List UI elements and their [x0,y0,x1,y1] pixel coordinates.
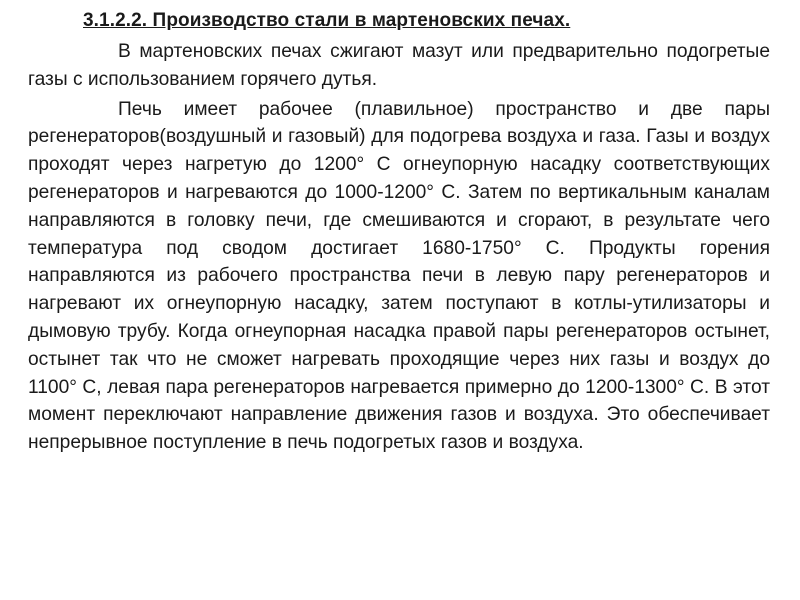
paragraph-intro: В мартеновских печах сжигают мазут или предварительно подогретые газы с использованием горячего дутья. [28,41,770,90]
slide-body [28,38,770,457]
paragraph-process: Печь имеет рабочее (плавильное) пространство и две пары регенераторов(воздушный и газовый) для подогрева воздуха и газа. Газы и воздух проходят через нагретую до 1200° С огнеупорную насадку соответствующих регенераторов и нагреваются до 1000-1200° С. Затем по вертикальным каналам направляются в головку печи, где смешиваются и сгорают, в результате чего температура под сводом достигает 1680-1750° С. Продукты горения направляются из рабочего пространства печи в левую пару регенераторов и нагревают их огнеупорную насадку, затем поступают в котлы-утилизаторы и дымовую трубу. Когда огнеупорная насадка правой пары регенераторов остынет, остынет так что не сможет нагревать проходящие через них газы и воздух до 1100° С, левая пара регенераторов нагревается примерно до 1200-1300° С. В этот момент переключают направление движения газов и воздуха. Это обеспечивает непрерывное поступление в печь подогретых газов и воздуха. [28,98,770,454]
slide-title: 3.1.2.2. Производство стали в мартеновских печах. [83,10,571,31]
